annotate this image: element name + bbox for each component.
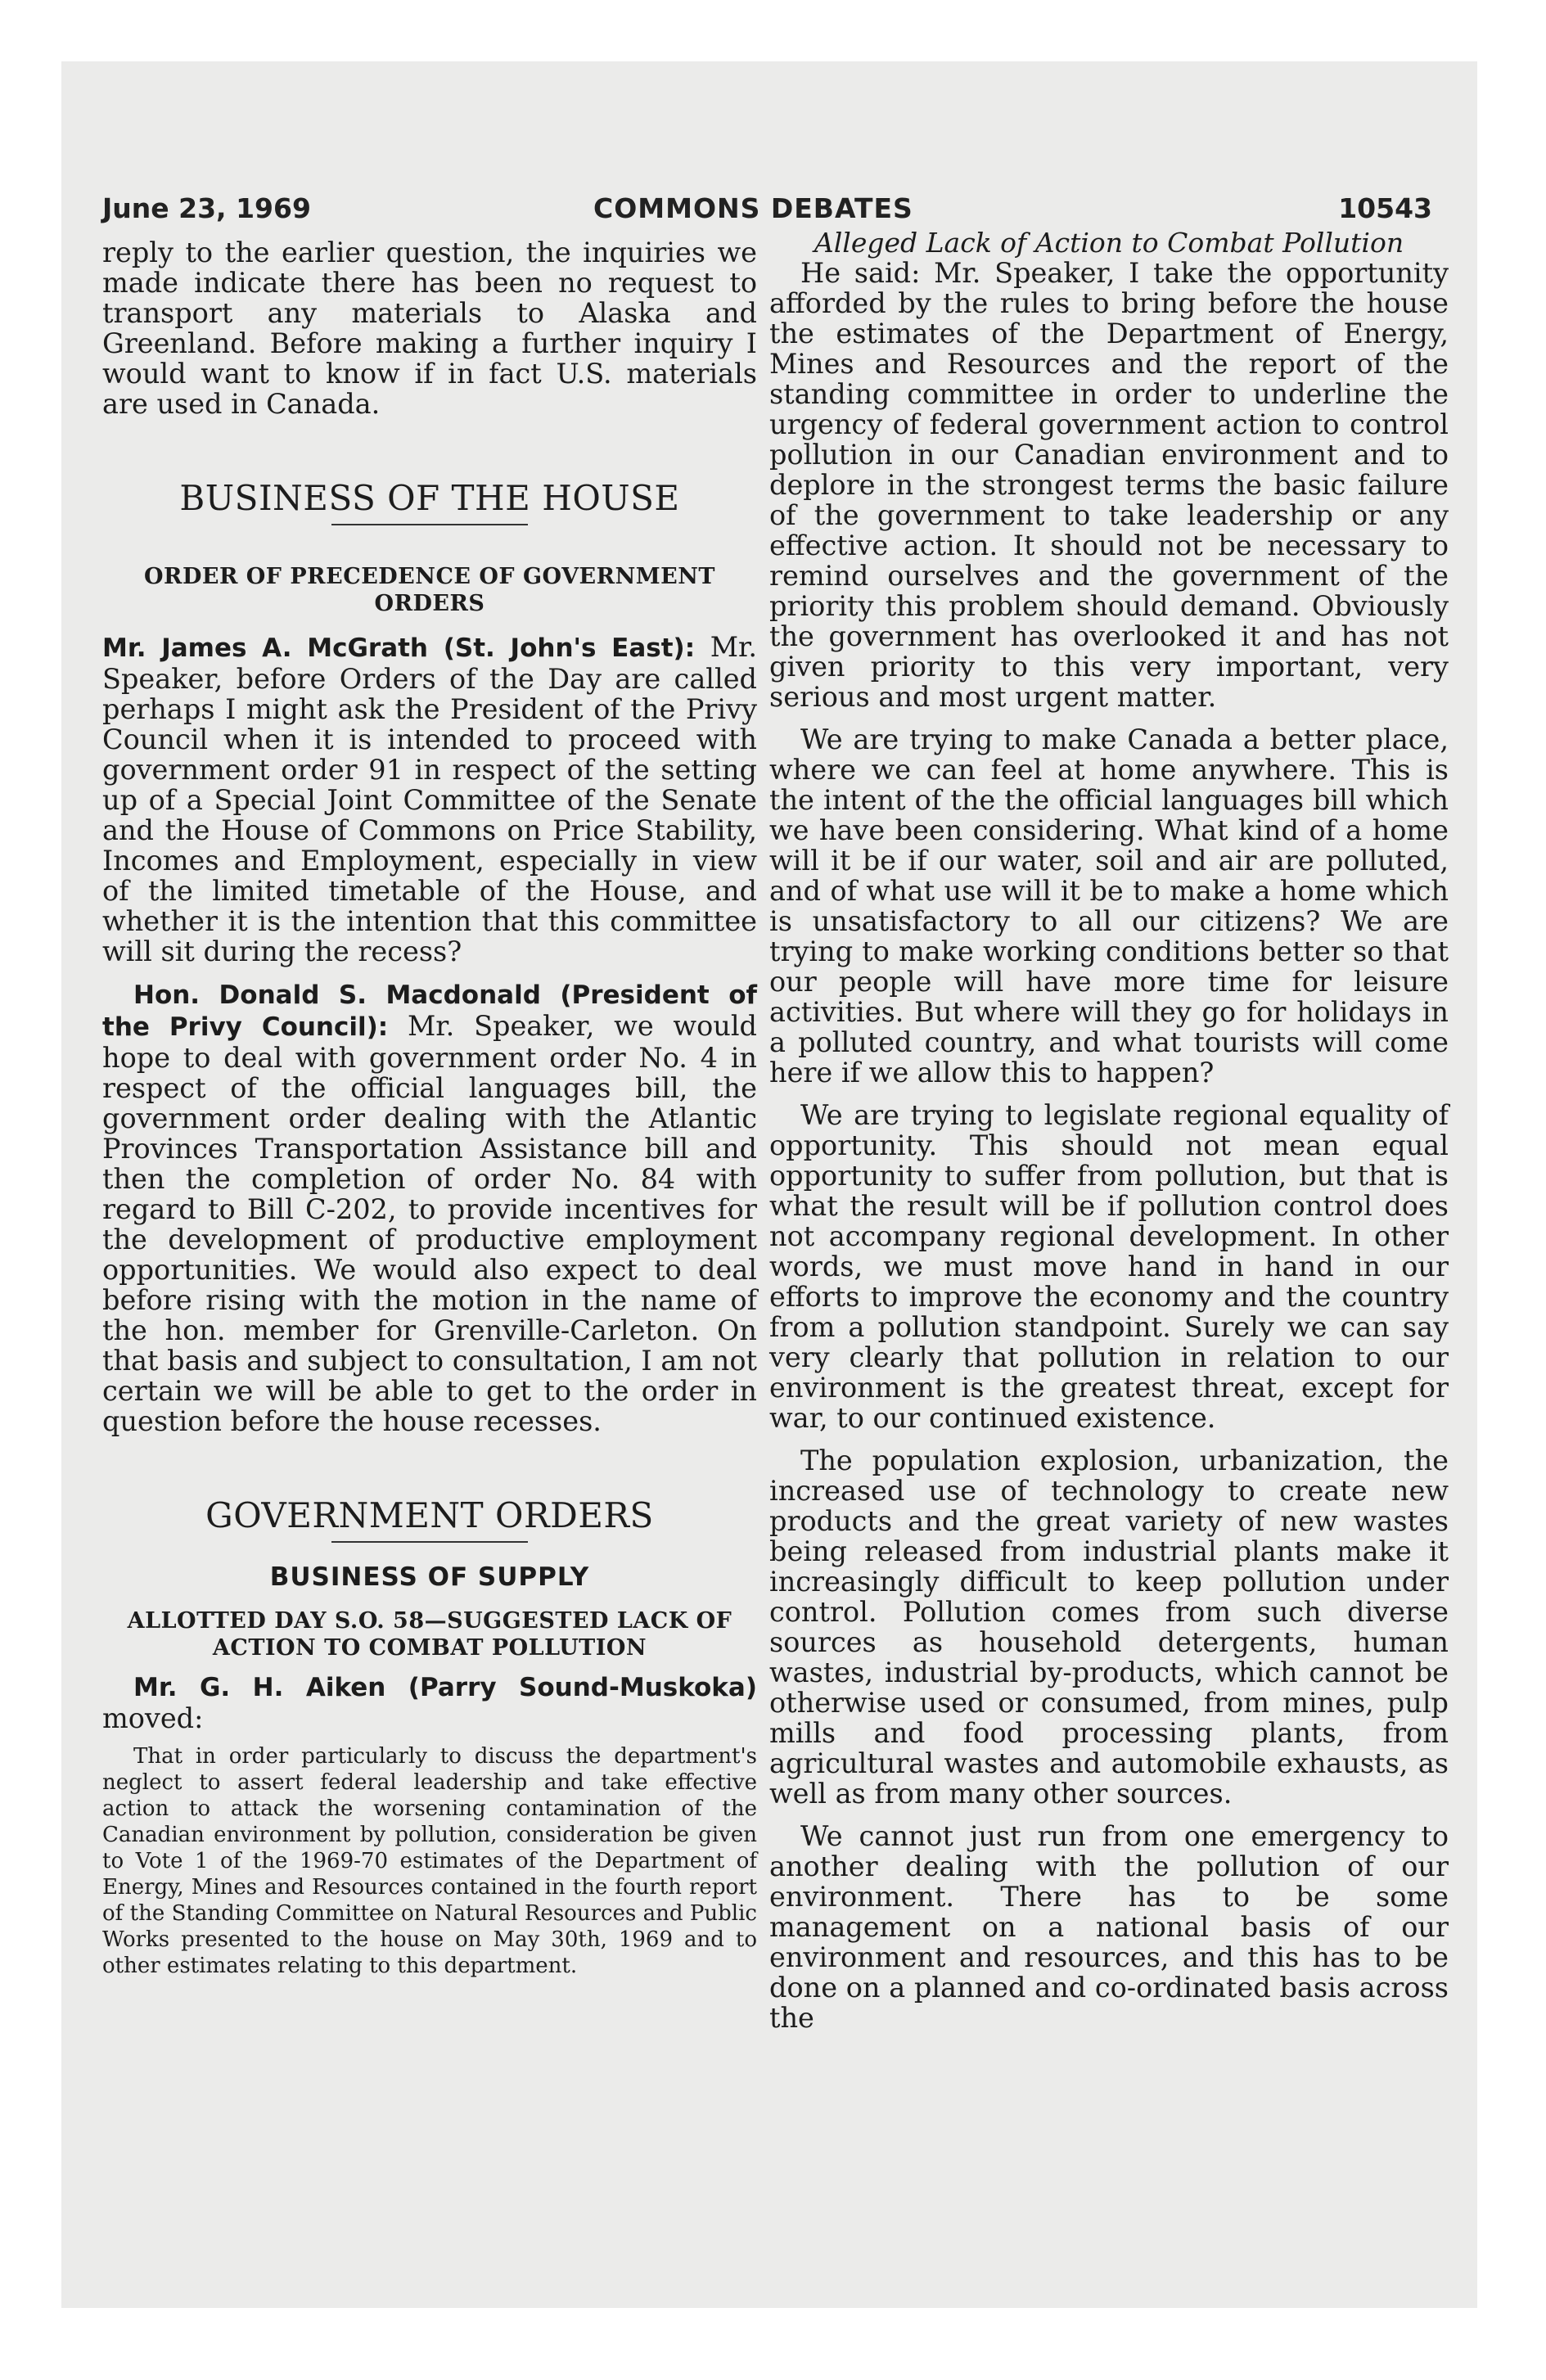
mcgrath-text: Mr. Speaker, before Orders of the Day are called perhaps I might ask the President of the Privy Council when it is intended to proceed with government order 91 in respect of the setting up of a Special Joint Committee of the Senate and the House of Commons on Price Stability, Incomes and Employment, especially in view of the limited timetable of the House, and whether it is the intention that this committee will sit during the recess? — [102, 631, 757, 967]
subheading-order-of-precedence: ORDER OF PRECEDENCE OF GOVERNMENT ORDERS — [144, 564, 715, 616]
speaker-mcgrath: Mr. James A. McGrath (St. John's East): — [102, 633, 696, 663]
right-paragraph-2: We are trying to make Canada a better place, where we can feel at home anywhere. This is the intent of the the official languages bill which we have been considering. What kind of a home will it be if our water, soil and air are polluted, and of what use will it be to make a home which is unsatisfactory to all our citizens? We are trying to make working conditions better so that our people will have more time for leisure activities. But where will they go for holidays in a polluted country, and what tourists will come here if we allow this to happen? — [769, 723, 1449, 1089]
heading-business-of-the-house: BUSINESS OF THE HOUSE — [179, 478, 680, 518]
right-column — [769, 227, 1449, 2034]
speaker-macdonald: Hon. Donald S. Macdonald (President of the Privy Council): — [102, 980, 757, 1042]
mcgrath-paragraph — [102, 632, 757, 967]
right-paragraph-3: We are trying to legislate regional equality of opportunity. This should not mean equal opportunity to suffer from pollution, but that is what the result will be if pollution control does not accompany regional development. In other words, we must move hand in hand in our efforts to improve the economy and the country from a pollution standpoint. Surely we can say very clearly that pollution in relation to our environment is the greatest threat, except for war, to our continued existence. — [769, 1099, 1449, 1434]
macdonald-text: Mr. Speaker, we would hope to deal with government order No. 4 in respect of the official languages bill, the government order dealing with the Atlantic Provinces Transportation Assistance bill and then the completion of order No. 84 with regard to Bill C-202, to provide incentives for the development of productive employment opportunities. We would also expect to deal before rising with the motion in the name of the hon. member for Grenville-Carleton. On that basis and subject to consultation, I am not certain we will be able to get to the order in question before the house recesses. — [102, 1010, 758, 1437]
header-page-number: 10543 — [1338, 192, 1432, 224]
subheading-business-of-supply: BUSINESS OF SUPPLY — [269, 1562, 590, 1592]
macdonald-paragraph — [102, 979, 757, 1436]
right-paragraph-4: The population explosion, urbanization, the increased use of technology to create new products and the great variety of new wastes being released from industrial plants make it increasingly difficult to keep pollution under control. Pollution comes from such diverse sources as household detergents, human wastes, industrial by-products, which cannot be otherwise used or consumed, from mines, pulp mills and food processing plants, from agricultural wastes and automobile exhausts, as well as from many other sources. — [769, 1445, 1449, 1810]
speaker-aiken: Mr. G. H. Aiken (Parry Sound-Muskoka) — [133, 1673, 757, 1702]
subheading-allotted-day: ALLOTTED DAY S.O. 58—SUGGESTED LACK OF ACTION TO COMBAT POLLUTION — [127, 1608, 732, 1661]
right-paragraph-5: We cannot just run from one emergency to another dealing with the pollution of our environment. There has to be some management on a national basis of our environment and resources, and this has to be done on a planned and co-ordinated basis across the — [769, 1820, 1449, 2034]
left-column — [102, 237, 757, 1979]
header-title: COMMONS DEBATES — [593, 192, 913, 224]
opening-paragraph: reply to the earlier question, the inquiries we made indicate there has been no request to transport any materials to Alaska and Greenland. Before making a further inquiry I would want to know if in fact U.S. materials are used in Canada. — [102, 237, 757, 420]
right-paragraph-1: He said: Mr. Speaker, I take the opportunity afforded by the rules to bring before the house the estimates of the Department of Energy, Mines and Resources and the report of the standing committee in order to underline the urgency of federal government action to control pollution in our Canadian environment and to deplore in the strongest terms the basic failure of the government to take leadership or any effective action. It should not be necessary to remind ourselves and the government of the priority this problem should demand. Obviously the government has overlooked it and has not given priority to this very important, very serious and most urgent matter. — [769, 257, 1449, 713]
running-head: Alleged Lack of Action to Combat Pollution — [814, 227, 1404, 259]
heading-government-orders: GOVERNMENT ORDERS — [205, 1495, 654, 1535]
aiken-paragraph — [102, 1671, 757, 1733]
aiken-text: moved: — [102, 1702, 204, 1734]
motion-text: That in order particularly to discuss the department's neglect to assert federal leadership and take effective action to attack the worsening contamination of the Canadian environment by pollution, consideration be given to Vote 1 of the 1969-70 estimates of the Department of Energy, Mines and Resources contained in the fourth report of the Standing Committee on Natural Resources and Public Works presented to the house on May 30th, 1969 and to other estimates relating to this department. — [102, 1744, 757, 1978]
header-date: June 23, 1969 — [102, 192, 311, 224]
